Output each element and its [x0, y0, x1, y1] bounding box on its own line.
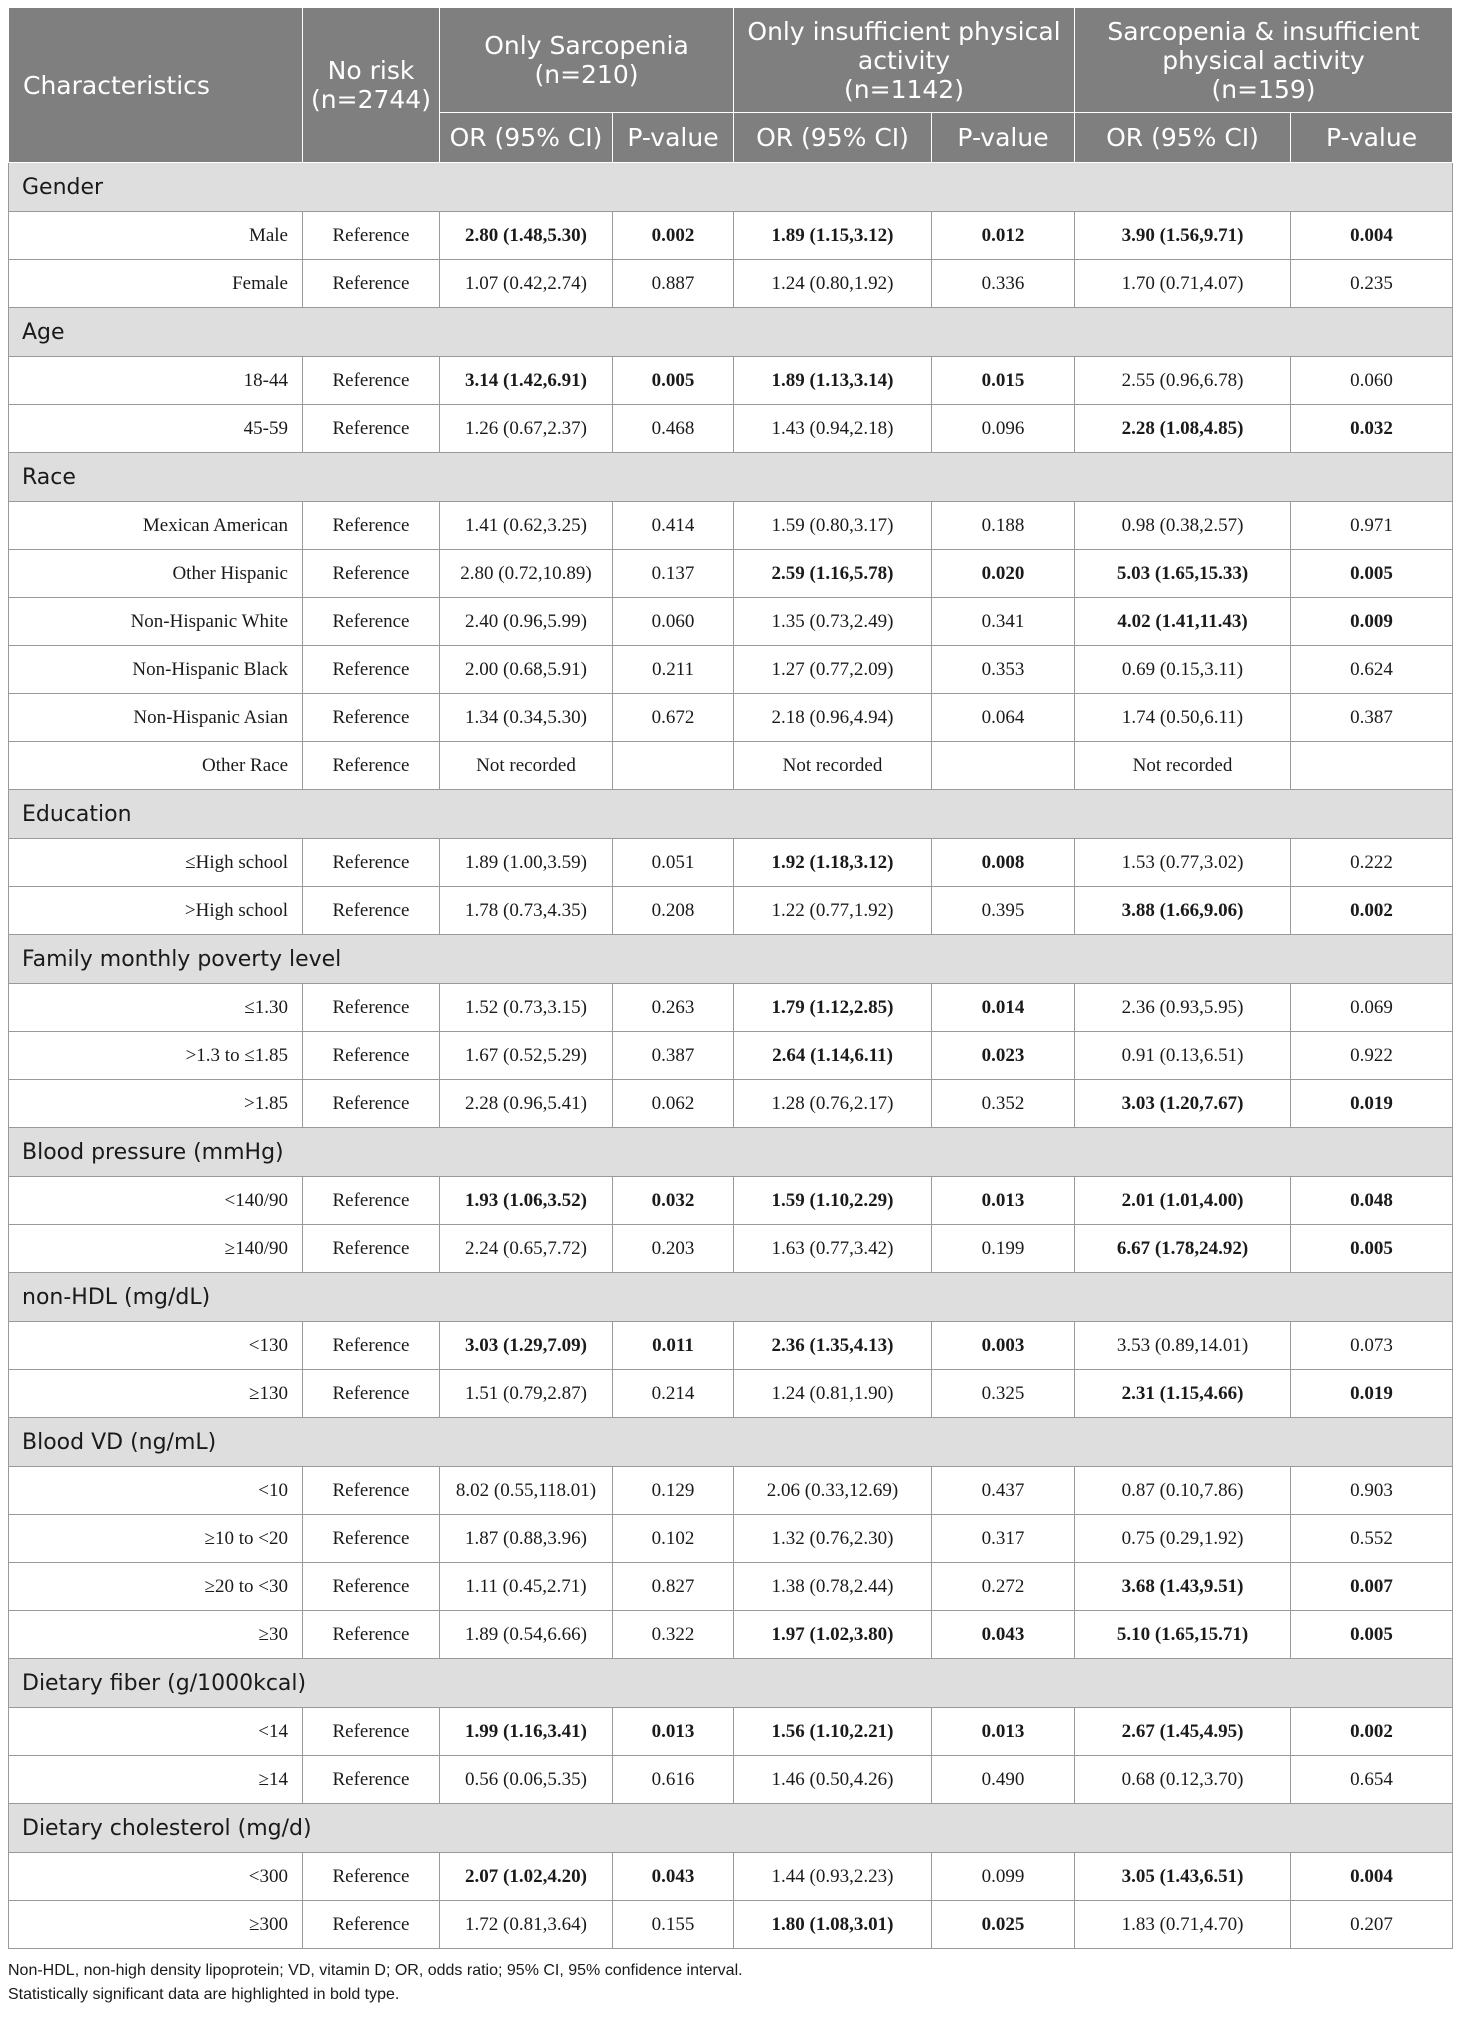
p-value-cell: 0.019 — [1291, 1080, 1453, 1128]
table-row — [9, 1225, 1453, 1273]
header-or-ci: OR (95% CI) — [440, 113, 613, 163]
or-ci-cell: 1.80 (1.08,3.01) — [734, 1901, 932, 1949]
or-ci-cell: 1.63 (0.77,3.42) — [734, 1225, 932, 1273]
row-label: ≥140/90 — [9, 1225, 303, 1273]
row-label: <130 — [9, 1322, 303, 1370]
or-ci-cell: 1.53 (0.77,3.02) — [1075, 839, 1291, 887]
row-label: Non-Hispanic Black — [9, 646, 303, 694]
table-row — [9, 1901, 1453, 1949]
row-label: 45-59 — [9, 405, 303, 453]
table-row — [9, 646, 1453, 694]
or-ci-cell: 2.28 (1.08,4.85) — [1075, 405, 1291, 453]
or-ci-cell: 1.52 (0.73,3.15) — [440, 984, 613, 1032]
row-label: >High school — [9, 887, 303, 935]
reference-cell: Reference — [303, 1322, 440, 1370]
or-ci-cell: 1.89 (1.00,3.59) — [440, 839, 613, 887]
or-ci-cell: 1.24 (0.81,1.90) — [734, 1370, 932, 1418]
or-ci-cell: Not recorded — [440, 742, 613, 790]
p-value-cell — [932, 742, 1075, 790]
section-row — [9, 308, 1453, 357]
row-label: ≥30 — [9, 1611, 303, 1659]
or-ci-cell: 1.92 (1.18,3.12) — [734, 839, 932, 887]
row-label: 18-44 — [9, 357, 303, 405]
reference-cell: Reference — [303, 1032, 440, 1080]
p-value-cell: 0.011 — [613, 1322, 734, 1370]
p-value-cell: 0.060 — [613, 598, 734, 646]
p-value-cell: 0.005 — [613, 357, 734, 405]
table-row — [9, 839, 1453, 887]
or-ci-cell: 2.00 (0.68,5.91) — [440, 646, 613, 694]
header-p-value: P-value — [932, 113, 1075, 163]
row-label: <14 — [9, 1708, 303, 1756]
p-value-cell: 0.490 — [932, 1756, 1075, 1804]
p-value-cell: 0.263 — [613, 984, 734, 1032]
or-ci-cell: 1.46 (0.50,4.26) — [734, 1756, 932, 1804]
or-ci-cell: 2.36 (1.35,4.13) — [734, 1322, 932, 1370]
or-ci-cell: 1.56 (1.10,2.21) — [734, 1708, 932, 1756]
or-ci-cell: 2.64 (1.14,6.11) — [734, 1032, 932, 1080]
p-value-cell: 0.096 — [932, 405, 1075, 453]
or-ci-cell: 3.90 (1.56,9.71) — [1075, 212, 1291, 260]
section-title: Age — [9, 308, 1453, 357]
section-row — [9, 790, 1453, 839]
row-label: >1.85 — [9, 1080, 303, 1128]
p-value-cell: 0.199 — [932, 1225, 1075, 1273]
p-value-cell: 0.827 — [613, 1563, 734, 1611]
or-ci-cell: 2.67 (1.45,4.95) — [1075, 1708, 1291, 1756]
or-ci-cell: 2.31 (1.15,4.66) — [1075, 1370, 1291, 1418]
p-value-cell: 0.013 — [932, 1708, 1075, 1756]
or-ci-cell: 1.38 (0.78,2.44) — [734, 1563, 932, 1611]
or-ci-cell: 1.07 (0.42,2.74) — [440, 260, 613, 308]
section-row — [9, 1418, 1453, 1467]
or-ci-cell: 1.43 (0.94,2.18) — [734, 405, 932, 453]
p-value-cell: 0.012 — [932, 212, 1075, 260]
reference-cell: Reference — [303, 212, 440, 260]
or-ci-cell: 1.89 (1.15,3.12) — [734, 212, 932, 260]
or-ci-cell: 1.27 (0.77,2.09) — [734, 646, 932, 694]
section-row — [9, 935, 1453, 984]
table-header — [9, 8, 1453, 163]
row-label: Mexican American — [9, 502, 303, 550]
reference-cell: Reference — [303, 405, 440, 453]
section-title: Blood pressure (mmHg) — [9, 1128, 1453, 1177]
section-title: Dietary fiber (g/1000kcal) — [9, 1659, 1453, 1708]
p-value-cell: 0.020 — [932, 550, 1075, 598]
or-ci-cell: 1.89 (0.54,6.66) — [440, 1611, 613, 1659]
reference-cell: Reference — [303, 1467, 440, 1515]
p-value-cell: 0.203 — [613, 1225, 734, 1273]
header-p-value: P-value — [613, 113, 734, 163]
or-ci-cell: 8.02 (0.55,118.01) — [440, 1467, 613, 1515]
reference-cell: Reference — [303, 1708, 440, 1756]
reference-cell: Reference — [303, 1515, 440, 1563]
reference-cell: Reference — [303, 984, 440, 1032]
p-value-cell: 0.048 — [1291, 1177, 1453, 1225]
header-or-ci: OR (95% CI) — [734, 113, 932, 163]
section-title: Dietary cholesterol (mg/d) — [9, 1804, 1453, 1853]
row-label: ≥130 — [9, 1370, 303, 1418]
or-ci-cell: 1.74 (0.50,6.11) — [1075, 694, 1291, 742]
or-ci-cell: 1.35 (0.73,2.49) — [734, 598, 932, 646]
or-ci-cell: 1.44 (0.93,2.23) — [734, 1853, 932, 1901]
or-ci-cell: 3.88 (1.66,9.06) — [1075, 887, 1291, 935]
p-value-cell: 0.208 — [613, 887, 734, 935]
section-row — [9, 1273, 1453, 1322]
table-row — [9, 1322, 1453, 1370]
p-value-cell: 0.064 — [932, 694, 1075, 742]
table-row — [9, 357, 1453, 405]
table-row — [9, 1611, 1453, 1659]
or-ci-cell: 1.67 (0.52,5.29) — [440, 1032, 613, 1080]
or-ci-cell: 2.18 (0.96,4.94) — [734, 694, 932, 742]
reference-cell: Reference — [303, 1080, 440, 1128]
row-label: ≥14 — [9, 1756, 303, 1804]
or-ci-cell: 1.41 (0.62,3.25) — [440, 502, 613, 550]
p-value-cell: 0.971 — [1291, 502, 1453, 550]
or-ci-cell: 1.59 (0.80,3.17) — [734, 502, 932, 550]
p-value-cell: 0.903 — [1291, 1467, 1453, 1515]
or-ci-cell: 1.11 (0.45,2.71) — [440, 1563, 613, 1611]
table-row — [9, 1853, 1453, 1901]
reference-cell: Reference — [303, 550, 440, 598]
p-value-cell: 0.272 — [932, 1563, 1075, 1611]
p-value-cell: 0.005 — [1291, 1225, 1453, 1273]
or-ci-cell: 2.06 (0.33,12.69) — [734, 1467, 932, 1515]
p-value-cell: 0.002 — [613, 212, 734, 260]
header-characteristics: Characteristics — [9, 8, 303, 163]
table-row — [9, 550, 1453, 598]
table-container — [8, 7, 1452, 2007]
or-ci-cell: 1.79 (1.12,2.85) — [734, 984, 932, 1032]
section-title: Blood VD (ng/mL) — [9, 1418, 1453, 1467]
p-value-cell: 0.004 — [1291, 1853, 1453, 1901]
p-value-cell: 0.672 — [613, 694, 734, 742]
header-p-value: P-value — [1291, 113, 1453, 163]
p-value-cell: 0.003 — [932, 1322, 1075, 1370]
section-title: Family monthly poverty level — [9, 935, 1453, 984]
p-value-cell: 0.023 — [932, 1032, 1075, 1080]
reference-cell: Reference — [303, 646, 440, 694]
p-value-cell: 0.051 — [613, 839, 734, 887]
header-or-ci: OR (95% CI) — [1075, 113, 1291, 163]
p-value-cell: 0.552 — [1291, 1515, 1453, 1563]
p-value-cell: 0.353 — [932, 646, 1075, 694]
or-ci-cell: 0.98 (0.38,2.57) — [1075, 502, 1291, 550]
row-label: ≥20 to <30 — [9, 1563, 303, 1611]
p-value-cell: 0.009 — [1291, 598, 1453, 646]
section-title: Education — [9, 790, 1453, 839]
or-ci-cell: 1.59 (1.10,2.29) — [734, 1177, 932, 1225]
row-label: Male — [9, 212, 303, 260]
reference-cell: Reference — [303, 1756, 440, 1804]
p-value-cell: 0.005 — [1291, 1611, 1453, 1659]
table-row — [9, 1756, 1453, 1804]
p-value-cell — [613, 742, 734, 790]
or-ci-cell: 1.32 (0.76,2.30) — [734, 1515, 932, 1563]
or-ci-cell: 2.01 (1.01,4.00) — [1075, 1177, 1291, 1225]
table-row — [9, 598, 1453, 646]
table-row — [9, 1515, 1453, 1563]
or-ci-cell: 3.68 (1.43,9.51) — [1075, 1563, 1291, 1611]
reference-cell: Reference — [303, 260, 440, 308]
table-row — [9, 742, 1453, 790]
table-row — [9, 502, 1453, 550]
footnote-abbreviations: Non-HDL, non-high density lipoprotein; VD, vitamin D; OR, odds ratio; 95% CI, 95% confidence interval. — [8, 1962, 743, 1979]
p-value-cell: 0.032 — [1291, 405, 1453, 453]
footnotes — [8, 1959, 1452, 2007]
p-value-cell: 0.014 — [932, 984, 1075, 1032]
or-ci-cell: 0.68 (0.12,3.70) — [1075, 1756, 1291, 1804]
row-label: <140/90 — [9, 1177, 303, 1225]
or-ci-cell: 2.55 (0.96,6.78) — [1075, 357, 1291, 405]
p-value-cell: 0.043 — [613, 1853, 734, 1901]
row-label: Non-Hispanic Asian — [9, 694, 303, 742]
or-ci-cell: 2.24 (0.65,7.72) — [440, 1225, 613, 1273]
or-ci-cell: 2.40 (0.96,5.99) — [440, 598, 613, 646]
odds-ratio-table — [8, 7, 1453, 1949]
or-ci-cell: 1.89 (1.13,3.14) — [734, 357, 932, 405]
p-value-cell: 0.007 — [1291, 1563, 1453, 1611]
row-label: >1.3 to ≤1.85 — [9, 1032, 303, 1080]
or-ci-cell: 3.53 (0.89,14.01) — [1075, 1322, 1291, 1370]
p-value-cell: 0.137 — [613, 550, 734, 598]
p-value-cell: 0.468 — [613, 405, 734, 453]
p-value-cell: 0.414 — [613, 502, 734, 550]
or-ci-cell: 2.59 (1.16,5.78) — [734, 550, 932, 598]
p-value-cell: 0.616 — [613, 1756, 734, 1804]
p-value-cell: 0.155 — [613, 1901, 734, 1949]
reference-cell: Reference — [303, 357, 440, 405]
or-ci-cell: 5.10 (1.65,15.71) — [1075, 1611, 1291, 1659]
reference-cell: Reference — [303, 742, 440, 790]
p-value-cell: 0.015 — [932, 357, 1075, 405]
row-label: ≤High school — [9, 839, 303, 887]
or-ci-cell: 5.03 (1.65,15.33) — [1075, 550, 1291, 598]
p-value-cell: 0.102 — [613, 1515, 734, 1563]
reference-cell: Reference — [303, 1370, 440, 1418]
or-ci-cell: 1.70 (0.71,4.07) — [1075, 260, 1291, 308]
or-ci-cell: 1.78 (0.73,4.35) — [440, 887, 613, 935]
p-value-cell: 0.008 — [932, 839, 1075, 887]
p-value-cell: 0.002 — [1291, 887, 1453, 935]
p-value-cell: 0.099 — [932, 1853, 1075, 1901]
row-label: ≤1.30 — [9, 984, 303, 1032]
or-ci-cell: 2.36 (0.93,5.95) — [1075, 984, 1291, 1032]
header-no-risk: No risk (n=2744) — [303, 8, 440, 163]
p-value-cell: 0.325 — [932, 1370, 1075, 1418]
section-row — [9, 1804, 1453, 1853]
section-title: Race — [9, 453, 1453, 502]
p-value-cell: 0.013 — [932, 1177, 1075, 1225]
or-ci-cell: 3.03 (1.29,7.09) — [440, 1322, 613, 1370]
p-value-cell: 0.395 — [932, 887, 1075, 935]
table-row — [9, 1467, 1453, 1515]
header-sarcopenia-and-insufficient-activity: Sarcopenia & insufficient physical activity (n=159) — [1075, 8, 1453, 113]
or-ci-cell: 1.24 (0.80,1.92) — [734, 260, 932, 308]
or-ci-cell: 3.03 (1.20,7.67) — [1075, 1080, 1291, 1128]
p-value-cell: 0.005 — [1291, 550, 1453, 598]
reference-cell: Reference — [303, 839, 440, 887]
reference-cell: Reference — [303, 1611, 440, 1659]
row-label: Female — [9, 260, 303, 308]
or-ci-cell: 1.51 (0.79,2.87) — [440, 1370, 613, 1418]
or-ci-cell: 0.87 (0.10,7.86) — [1075, 1467, 1291, 1515]
reference-cell: Reference — [303, 1901, 440, 1949]
table-row — [9, 1563, 1453, 1611]
or-ci-cell: 2.07 (1.02,4.20) — [440, 1853, 613, 1901]
table-row — [9, 1370, 1453, 1418]
or-ci-cell: 0.75 (0.29,1.92) — [1075, 1515, 1291, 1563]
section-row — [9, 1659, 1453, 1708]
p-value-cell: 0.062 — [613, 1080, 734, 1128]
or-ci-cell: 1.34 (0.34,5.30) — [440, 694, 613, 742]
p-value-cell: 0.060 — [1291, 357, 1453, 405]
reference-cell: Reference — [303, 1563, 440, 1611]
p-value-cell: 0.207 — [1291, 1901, 1453, 1949]
table-body — [9, 163, 1453, 1949]
or-ci-cell: 1.26 (0.67,2.37) — [440, 405, 613, 453]
p-value-cell: 0.624 — [1291, 646, 1453, 694]
reference-cell: Reference — [303, 1853, 440, 1901]
p-value-cell: 0.214 — [613, 1370, 734, 1418]
p-value-cell: 0.129 — [613, 1467, 734, 1515]
p-value-cell: 0.235 — [1291, 260, 1453, 308]
p-value-cell: 0.032 — [613, 1177, 734, 1225]
row-label: ≥300 — [9, 1901, 303, 1949]
p-value-cell: 0.222 — [1291, 839, 1453, 887]
or-ci-cell: 1.22 (0.77,1.92) — [734, 887, 932, 935]
table-row — [9, 984, 1453, 1032]
header-only-sarcopenia: Only Sarcopenia (n=210) — [440, 8, 734, 113]
or-ci-cell: 0.56 (0.06,5.35) — [440, 1756, 613, 1804]
or-ci-cell: Not recorded — [734, 742, 932, 790]
p-value-cell: 0.317 — [932, 1515, 1075, 1563]
table-row — [9, 260, 1453, 308]
row-label: <300 — [9, 1853, 303, 1901]
section-row — [9, 453, 1453, 502]
p-value-cell: 0.322 — [613, 1611, 734, 1659]
p-value-cell: 0.654 — [1291, 1756, 1453, 1804]
reference-cell: Reference — [303, 694, 440, 742]
row-label: Other Race — [9, 742, 303, 790]
or-ci-cell: 1.72 (0.81,3.64) — [440, 1901, 613, 1949]
table-row — [9, 212, 1453, 260]
reference-cell: Reference — [303, 502, 440, 550]
section-title: non-HDL (mg/dL) — [9, 1273, 1453, 1322]
table-row — [9, 1032, 1453, 1080]
p-value-cell: 0.069 — [1291, 984, 1453, 1032]
header-only-insufficient-activity: Only insufficient physical activity (n=1142) — [734, 8, 1075, 113]
table-row — [9, 694, 1453, 742]
or-ci-cell: 2.80 (1.48,5.30) — [440, 212, 613, 260]
row-label: Non-Hispanic White — [9, 598, 303, 646]
reference-cell: Reference — [303, 1177, 440, 1225]
p-value-cell: 0.188 — [932, 502, 1075, 550]
or-ci-cell: 1.83 (0.71,4.70) — [1075, 1901, 1291, 1949]
p-value-cell: 0.887 — [613, 260, 734, 308]
table-row — [9, 405, 1453, 453]
p-value-cell: 0.387 — [1291, 694, 1453, 742]
section-row — [9, 1128, 1453, 1177]
or-ci-cell: 0.91 (0.13,6.51) — [1075, 1032, 1291, 1080]
table-row — [9, 1177, 1453, 1225]
p-value-cell: 0.004 — [1291, 212, 1453, 260]
section-row — [9, 163, 1453, 212]
or-ci-cell: 1.87 (0.88,3.96) — [440, 1515, 613, 1563]
reference-cell: Reference — [303, 598, 440, 646]
or-ci-cell: 2.80 (0.72,10.89) — [440, 550, 613, 598]
p-value-cell: 0.211 — [613, 646, 734, 694]
or-ci-cell: 1.99 (1.16,3.41) — [440, 1708, 613, 1756]
or-ci-cell: 3.14 (1.42,6.91) — [440, 357, 613, 405]
p-value-cell: 0.341 — [932, 598, 1075, 646]
or-ci-cell: 3.05 (1.43,6.51) — [1075, 1853, 1291, 1901]
p-value-cell: 0.387 — [613, 1032, 734, 1080]
reference-cell: Reference — [303, 887, 440, 935]
table-row — [9, 1708, 1453, 1756]
or-ci-cell: 6.67 (1.78,24.92) — [1075, 1225, 1291, 1273]
reference-cell: Reference — [303, 1225, 440, 1273]
or-ci-cell: 2.28 (0.96,5.41) — [440, 1080, 613, 1128]
p-value-cell: 0.002 — [1291, 1708, 1453, 1756]
p-value-cell: 0.013 — [613, 1708, 734, 1756]
p-value-cell: 0.922 — [1291, 1032, 1453, 1080]
or-ci-cell: 1.97 (1.02,3.80) — [734, 1611, 932, 1659]
or-ci-cell: 4.02 (1.41,11.43) — [1075, 598, 1291, 646]
row-label: Other Hispanic — [9, 550, 303, 598]
or-ci-cell: 1.93 (1.06,3.52) — [440, 1177, 613, 1225]
p-value-cell: 0.019 — [1291, 1370, 1453, 1418]
p-value-cell: 0.043 — [932, 1611, 1075, 1659]
or-ci-cell: 1.28 (0.76,2.17) — [734, 1080, 932, 1128]
table-row — [9, 887, 1453, 935]
or-ci-cell: Not recorded — [1075, 742, 1291, 790]
footnote-significance: Statistically significant data are highlighted in bold type. — [8, 1986, 400, 2003]
p-value-cell: 0.352 — [932, 1080, 1075, 1128]
or-ci-cell: 0.69 (0.15,3.11) — [1075, 646, 1291, 694]
p-value-cell: 0.437 — [932, 1467, 1075, 1515]
p-value-cell: 0.025 — [932, 1901, 1075, 1949]
table-row — [9, 1080, 1453, 1128]
row-label: <10 — [9, 1467, 303, 1515]
p-value-cell: 0.336 — [932, 260, 1075, 308]
row-label: ≥10 to <20 — [9, 1515, 303, 1563]
p-value-cell: 0.073 — [1291, 1322, 1453, 1370]
section-title: Gender — [9, 163, 1453, 212]
p-value-cell — [1291, 742, 1453, 790]
